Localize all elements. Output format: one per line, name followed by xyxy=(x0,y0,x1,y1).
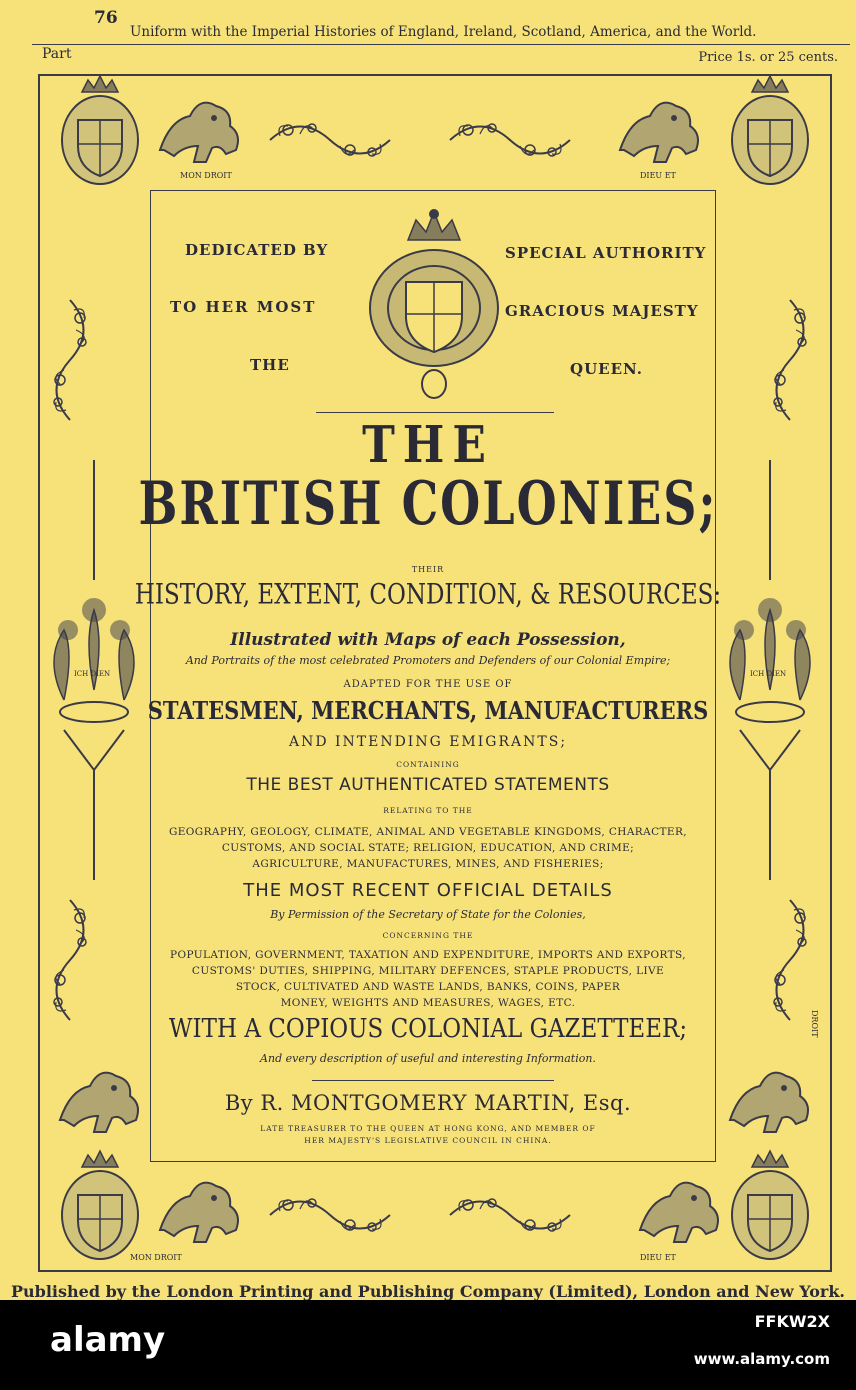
recent-details-line: THE MOST RECENT OFFICIAL DETAILS xyxy=(243,880,613,901)
page-number: 76 xyxy=(94,8,118,28)
dedication-left-2: TO HER MOST xyxy=(170,298,317,316)
alamy-logo: alamy xyxy=(50,1320,166,1360)
adapted-line: ADAPTED FOR THE USE OF xyxy=(343,679,513,690)
vine-ornament xyxy=(450,1199,570,1231)
unicorn-ornament xyxy=(160,1183,238,1242)
price-label: Price 1s. or 25 cents. xyxy=(698,50,838,65)
feather-motto-text: ICH DIEN xyxy=(750,670,787,678)
unicorn-ornament xyxy=(160,103,238,162)
author-line: By R. MONTGOMERY MARTIN, Esq. xyxy=(224,1091,632,1115)
author-description: HER MAJESTY'S LEGISLATIVE COUNCIL IN CHINA. xyxy=(304,1136,552,1145)
vine-ornament xyxy=(270,124,390,156)
dedication-right-2: GRACIOUS MAJESTY xyxy=(505,302,699,320)
relating-body-line: AGRICULTURE, MANUFACTURES, MINES, AND FISHERIES; xyxy=(252,858,604,870)
best-statements-line: THE BEST AUTHENTICATED STATEMENTS xyxy=(246,775,610,795)
motto-text: MON DROIT xyxy=(180,171,232,180)
publisher-line: Published by the London Printing and Publishing Company (Limited), London and New York. xyxy=(10,1282,845,1300)
vine-ornament xyxy=(270,1199,390,1231)
relating-body-line: GEOGRAPHY, GEOLOGY, CLIMATE, ANIMAL AND VEGETABLE KINGDOMS, CHARACTER, xyxy=(168,826,688,838)
vine-ornament xyxy=(774,300,806,420)
their-label: THEIR xyxy=(411,565,445,574)
lion-ornament xyxy=(620,103,698,162)
motto-text: MON DROIT xyxy=(130,1253,182,1262)
feather-motto-text: ICH DIEN xyxy=(74,670,111,678)
portraits-line: And Portraits of the most celebrated Promoters and Defenders of our Colonial Empire; xyxy=(185,654,671,667)
illustrated-line: Illustrated with Maps of each Possession, xyxy=(230,630,626,650)
motto-text: DROIT xyxy=(810,1010,819,1038)
vine-ornament xyxy=(450,124,570,156)
royal-crest-corner xyxy=(62,1151,138,1259)
concerning-body-line: MONEY, WEIGHTS AND MEASURES, WAGES, ETC. xyxy=(280,997,576,1009)
watermark-url: www.alamy.com xyxy=(693,1350,830,1368)
main-title: BRITISH COLONIES; xyxy=(138,467,718,539)
dedication-right-1: SPECIAL AUTHORITY xyxy=(505,244,707,262)
permission-line: By Permission of the Secretary of State for the Colonies, xyxy=(270,908,586,921)
motto-text: DIEU ET xyxy=(640,171,676,180)
royal-crest-corner xyxy=(62,76,138,184)
vine-ornament xyxy=(54,300,86,420)
concerning-body-line: POPULATION, GOVERNMENT, TAXATION AND EXPENDITURE, IMPORTS AND EXPORTS, xyxy=(170,949,686,961)
concerning-body-line: CUSTOMS' DUTIES, SHIPPING, MILITARY DEFENCES, STAPLE PRODUCTS, LIVE xyxy=(191,965,665,977)
image-id: FFKW2X xyxy=(754,1312,830,1331)
divider-rule xyxy=(312,1080,554,1081)
lion-ornament xyxy=(640,1183,718,1242)
divider-rule xyxy=(316,412,554,413)
dedication-right-3: QUEEN. xyxy=(570,360,643,378)
author-description: LATE TREASURER TO THE QUEEN AT HONG KONG, AND MEMBER OF xyxy=(260,1124,596,1133)
emigrants-line: AND INTENDING EMIGRANTS; xyxy=(288,734,568,750)
part-label: Part xyxy=(42,46,72,62)
every-description-line: And every description of useful and interesting Information. xyxy=(260,1052,596,1065)
relating-body-line: CUSTOMS, AND SOCIAL STATE; RELIGION, EDUCATION, AND CRIME; xyxy=(221,842,635,854)
title-the: THE xyxy=(362,416,494,475)
relating-label: RELATING TO THE xyxy=(383,806,473,815)
uniform-line: Uniform with the Imperial Histories of England, Ireland, Scotland, America, and the World. xyxy=(130,24,757,40)
royal-crest-corner xyxy=(732,76,808,184)
containing-label: CONTAINING xyxy=(396,760,460,769)
central-royal-crest xyxy=(370,209,498,398)
subtitle: HISTORY, EXTENT, CONDITION, & RESOURCES: xyxy=(134,579,722,611)
concerning-label: CONCERNING THE xyxy=(382,931,474,940)
dedication-left-3: THE xyxy=(250,356,290,374)
motto-text: DIEU ET xyxy=(640,1253,676,1262)
gazetteer-line: WITH A COPIOUS COLONIAL GAZETTEER; xyxy=(168,1014,688,1044)
concerning-body-line: STOCK, CULTIVATED AND WASTE LANDS, BANKS, COINS, PAPER xyxy=(235,981,621,993)
dedication-left-1: DEDICATED BY xyxy=(185,241,329,259)
royal-crest-corner xyxy=(732,1151,808,1259)
statesmen-line: STATESMEN, MERCHANTS, MANUFACTURERS xyxy=(147,696,709,725)
